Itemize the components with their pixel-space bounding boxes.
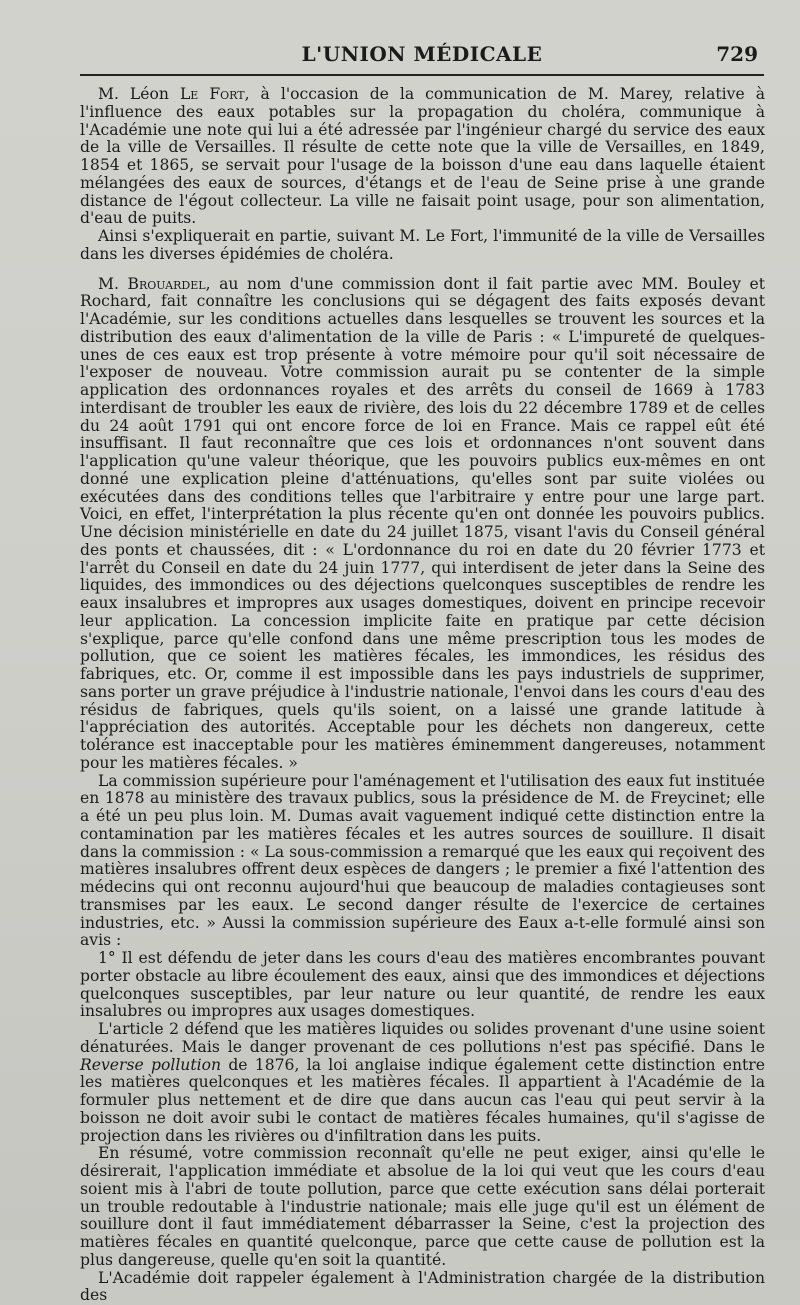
paragraph	[80, 228, 765, 264]
paragraph	[80, 1145, 765, 1269]
author-name: Brouardel	[127, 275, 205, 293]
paragraph-text: L'Académie doit rappeler également à l'Administration chargée de la distribution des	[80, 1269, 765, 1305]
paragraph-text: L'article 2 défend que les matières liquides ou solides provenant d'une usine soient dénaturées. Mais le danger provenant de ces pollutions n'est pas spécifié. Dans le	[80, 1020, 765, 1056]
paragraph-text: M.	[98, 275, 127, 293]
paragraph-text: En résumé, votre commission reconnaît qu'elle ne peut exiger, ainsi qu'elle le désirerait, l'application immédiate et absolue de la loi qui veut que les cours d'eau soient mis à l'abri de toute pollution, parce que cette exécution sans délai porterait un trouble redoutable à l'industrie nationale; mais elle juge qu'il est un élément de souillure dont il faut immédiatement débarrasser la Seine, c'est la projection des matières fécales en quantité quelconque, parce que cette cause de pollution est la plus dangereuse, quelle qu'en soit la quantité.	[80, 1144, 765, 1269]
header-rule	[80, 74, 764, 76]
running-title: L'UNION MÉDICALE	[80, 42, 764, 66]
page-header	[80, 36, 764, 70]
paragraph-text: La commission supérieure pour l'aménagement et l'utilisation des eaux fut instituée en 1878 au ministère des travaux publics, sous la présidence de M. de Freycinet; elle a été un peu plus loin. M. Dumas avait vaguement indiqué cette distinction entre la contamination par les matières fécales et les autres sources de souillure. Il disait dans la commission : « La sous-commission a remarqué que les eaux qui reçoivent des matières insalubres offrent deux espèces de dangers ; le premier a fixé l'attention des médecins qui ont reconnu aujourd'hui que beaucoup de maladies contagieuses sont transmises par les eaux. Le second danger résulte de l'exercice de certaines industries, etc. » Aussi la commission supérieure des Eaux a-t-elle formulé ainsi son avis :	[80, 772, 765, 950]
paragraph-text: , à l'occasion de la communication de M. Marey, relative à l'influence des eaux potables sur la propagation du choléra, communique à l'Académie une note qui lui a été adressée par l'ingénieur chargé du service des eaux de la ville de Versailles. Il résulte de cette note que la ville de Versailles, en 1849, 1854 et 1865, se servait pour l'usage de la boisson d'une eau dans laquelle étaient mélangées des eaux de sources, d'étangs et de l'eau de Seine prise à une grande distance de l'égout collecteur. La ville ne faisait point usage, pour son alimentation, d'eau de puits.	[80, 85, 765, 227]
paragraph	[80, 773, 765, 951]
article-body	[80, 86, 765, 1305]
paragraph-text: Ainsi s'expliquerait en partie, suivant M. Le Fort, l'immunité de la ville de Versailles dans les diverses épidémies de choléra.	[80, 227, 765, 263]
paragraph	[80, 1021, 765, 1145]
paragraph	[80, 86, 765, 228]
paragraph-text: de 1876, la loi anglaise indique également cette distinction entre les matières quelconques et les matières fécales. Il appartient à l'Académie de la formuler plus nettement et de dire que dans aucun cas l'eau qui peut servir à la boisson ne doit avoir subi le contact de matières fécales humaines, qu'il s'agisse de projection dans les rivières ou d'infiltration dans les puits.	[80, 1056, 765, 1145]
author-name: Le Fort	[180, 85, 245, 103]
paragraph-text: 1° Il est défendu de jeter dans les cours d'eau des matières encombrantes pouvant porter obstacle au libre écoulement des eaux, ainsi que des immondices et déjections quelconques susceptibles, par leur nature ou leur quantité, de rendre les eaux insalubres ou impropres aux usages domestiques.	[80, 949, 765, 1020]
paragraph-text: , au nom d'une commission dont il fait partie avec MM. Bouley et Rochard, fait connaître les conclusions qui se dégagent des faits exposés devant l'Académie, sur les conditions actuelles dans lesquelles se trouvent les sources et la distribution des eaux d'alimentation de la ville de Paris : « L'impureté de quelques-unes de ces eaux est trop présente à votre mémoire pour qu'il soit nécessaire de l'exposer de nouveau. Votre commission aurait pu se contenter de la simple application des ordonnances royales et des arrêts du conseil de 1669 à 1783 interdisant de troubler les eaux de rivière, des lois du 22 décembre 1789 et de celles du 24 août 1791 qui ont encore force de loi en France. Mais ce rappel eût été insuffisant. Il faut reconnaître que ces lois et ordonnances n'ont souvent dans l'application qu'une valeur théorique, que les pouvoirs publics eux-mêmes en ont donné une explication pleine d'atténuations, qu'elles sont par suite violées ou exécutées dans des conditions telles que l'arbitraire y entre pour une large part. Voici, en effet, l'interprétation la plus récente qu'en ont donnée les pouvoirs publics. Une décision ministérielle en date du 24 juillet 1875, visant l'avis du Conseil général des ponts et chaussées, dit : « L'ordonnance du roi en date du 20 février 1773 et l'arrêt du Conseil en date du 24 juin 1777, qui interdisent de jeter dans la Seine des liquides, des immondices ou des déjections quelconques susceptibles de rendre les eaux insalubres et impropres aux usages domestiques, doivent en principe recevoir leur application. La concession implicite faite en pratique par cette décision s'explique, parce qu'elle confond dans une même prescription tous les modes de pollution, que ce soient les matières fécales, les immondices, les résidus des fabriques, etc. Or, comme il est impossible dans les pays industriels de supprimer, sans porter un grave préjudice à l'industrie nationale, l'envoi dans les cours d'eau des résidus de fabriques, quels qu'ils soient, on a laissé une grande latitude à l'appréciation des autorités. Acceptable pour les déchets non dangereux, cette tolérance est inacceptable pour les matières éminemment dangereuses, notamment pour les matières fécales. »	[80, 275, 765, 772]
paragraph	[80, 276, 765, 773]
italic-title: Reverse pollution	[80, 1056, 221, 1074]
paragraph	[80, 950, 765, 1021]
paragraph	[80, 1270, 765, 1305]
paragraph-text: M. Léon	[98, 85, 180, 103]
page-number: 729	[716, 42, 758, 66]
